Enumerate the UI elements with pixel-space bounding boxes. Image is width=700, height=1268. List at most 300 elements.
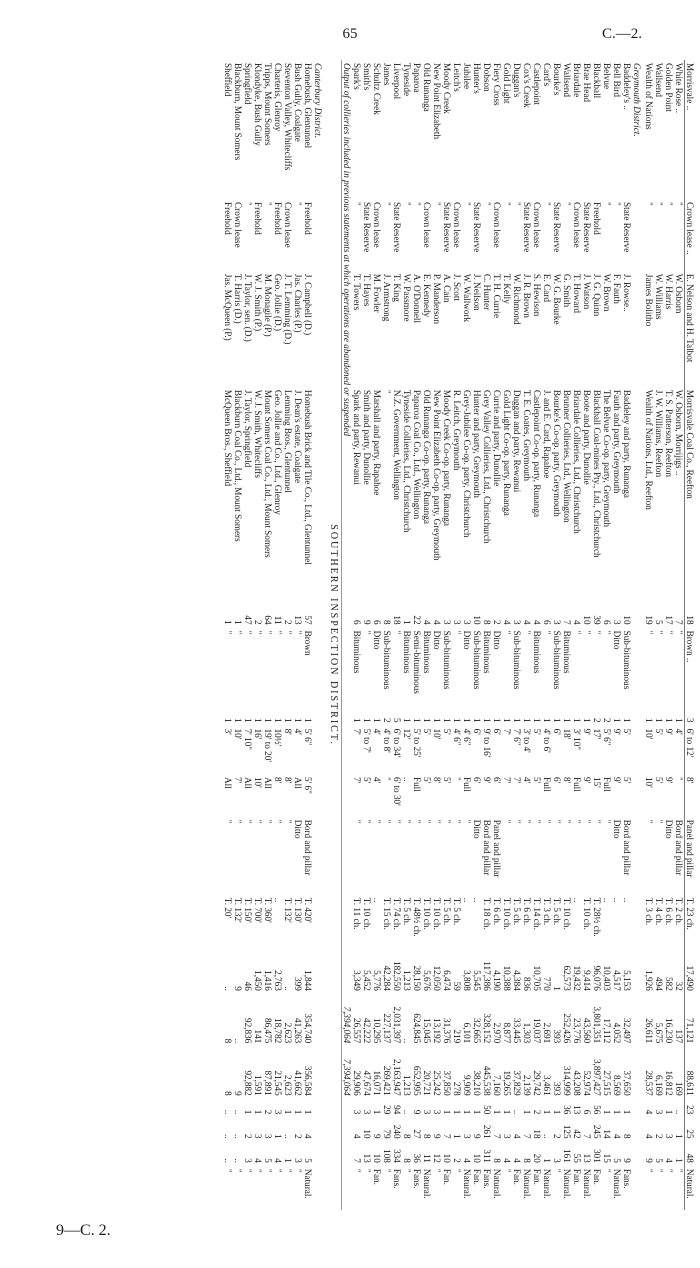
table-cell: Springfield	[243, 63, 253, 105]
table-cell: 7	[562, 619, 572, 625]
table-cell: 31,376	[442, 1018, 452, 1044]
table-cell: 36	[562, 1105, 572, 1115]
table-cell: 10	[472, 1153, 482, 1163]
table-cell: "	[382, 1168, 392, 1173]
table-cell: 39	[592, 615, 602, 625]
table-cell: "	[644, 1168, 654, 1173]
table-row	[644, 60, 654, 1210]
table-row	[602, 60, 612, 1210]
table-cell: 169	[674, 1081, 684, 1096]
table-cell: 3,801,351	[592, 1006, 602, 1044]
table-cell: J. Taylor, sen. (D.)	[243, 273, 253, 342]
table-cell: 13	[572, 1105, 582, 1115]
table-cell: All	[263, 776, 273, 789]
table-cell: 5	[263, 1158, 273, 1163]
table-cell: Sub-bituminous	[552, 630, 562, 690]
table-cell: McQueen Bros., Sheffield	[223, 389, 233, 487]
table-cell: Blackburn, Mount Somers	[233, 63, 243, 161]
table-cell: 10'	[233, 728, 243, 740]
table-cell: 2	[602, 717, 612, 723]
table-cell: Fan.	[372, 1168, 382, 1185]
table-cell: 4	[352, 1134, 362, 1139]
table-cell: T. 10 ch.	[562, 897, 572, 930]
table-cell: 38,210	[472, 1070, 482, 1096]
table-cell: 28,150	[412, 965, 422, 991]
table-cell: 1	[502, 717, 512, 723]
table-cell: ..	[233, 1038, 243, 1044]
table-cell: 10	[362, 1129, 372, 1139]
table-cell: 2,031,397	[392, 1006, 402, 1044]
table-cell: 87,891	[263, 1070, 273, 1096]
table-cell: 3,461	[542, 1075, 552, 1096]
table-cell: Panel and pillar	[685, 817, 696, 895]
table-cell: Card's	[542, 63, 552, 87]
table-cell: 6	[352, 619, 362, 625]
table-cell: Jubilee	[462, 63, 472, 90]
table-cell: 1,926	[644, 970, 654, 991]
table-cell: T. 10 ch.	[432, 897, 442, 930]
table-cell: 1	[482, 717, 492, 723]
table-cell: Freehold	[273, 202, 283, 235]
table-cell: "	[602, 630, 612, 635]
table-cell: ..	[273, 897, 283, 903]
table-cell: "	[552, 819, 562, 824]
table-cell: "	[582, 819, 592, 824]
table-cell: 37,829	[512, 1070, 522, 1096]
table-cell: Fiery Cross	[492, 63, 502, 106]
table-cell: 7' 6"	[512, 728, 522, 746]
table-cell: 3	[654, 1109, 664, 1115]
table-cell: T. Kelly	[502, 273, 512, 304]
table-cell: T. 5 ch.	[552, 897, 562, 926]
table-cell: 1,416	[263, 970, 273, 991]
table-row	[273, 60, 283, 1210]
table-cell: Full	[602, 776, 612, 792]
table-cell: 57	[303, 615, 313, 625]
table-cell: Castlepoint Co-op. party, Runanga	[532, 389, 542, 518]
table-cell: 6	[602, 619, 612, 625]
table-cell: "	[432, 202, 442, 206]
table-cell: Ditto	[293, 819, 303, 839]
table-cell: Crown lease	[422, 202, 432, 248]
table-cell: Bord and pillar	[674, 819, 684, 876]
table-cell: "	[412, 819, 422, 824]
table-cell: 4' to 6'	[542, 728, 552, 753]
table-cell: 12	[432, 1153, 442, 1163]
table-cell: T. King	[392, 273, 402, 302]
table-cell: E. Card	[542, 273, 552, 302]
table-cell: "	[392, 819, 402, 824]
table-cell: 3	[452, 619, 462, 625]
table-cell: "	[382, 202, 392, 206]
table-cell: 26,557	[352, 1018, 362, 1044]
table-cell: 8'	[283, 776, 293, 784]
table-cell: "	[293, 630, 303, 635]
table-cell: Brown ..	[685, 628, 696, 713]
table-cell: Crown lease	[532, 202, 542, 248]
table-cell: 71,121	[685, 994, 696, 1046]
table-cell: Ditto	[664, 819, 674, 839]
table-cell: 399	[293, 977, 303, 991]
table-cell: 2,623	[283, 1075, 293, 1096]
table-cell: "	[602, 202, 612, 206]
table-cell: T. H. Currie	[492, 273, 502, 319]
table-cell: "	[382, 819, 392, 824]
table-cell: Jas. McQueen (P.)	[223, 273, 233, 341]
table-cell: Sub-bituminous	[512, 630, 522, 690]
table-cell: State Reserve	[362, 202, 372, 253]
table-row	[582, 60, 592, 1210]
table-cell: 7,160	[492, 1075, 502, 1096]
table-cell: T. Towers	[352, 273, 362, 311]
table-cell: Ditto	[492, 630, 502, 650]
table-cell: Panel and pillar	[492, 819, 502, 878]
table-cell: 2	[243, 1134, 253, 1139]
table-cell: "	[582, 630, 592, 635]
table-row	[502, 60, 512, 1210]
table-cell: "	[283, 1168, 293, 1173]
table-cell: "	[283, 819, 293, 824]
table-cell: 2	[263, 1109, 273, 1115]
table-cell: State Reserve	[442, 202, 452, 253]
table-cell: 4	[532, 619, 542, 625]
table-cell: ..	[283, 1134, 293, 1139]
table-row	[452, 60, 462, 1210]
table-cell: 7	[582, 1134, 592, 1139]
table-cell: 1	[674, 1134, 684, 1139]
table-cell: 2	[592, 717, 602, 723]
table-cell: J. G. Quinn	[592, 273, 602, 317]
table-cell: "	[253, 819, 263, 824]
table-cell: T. 130'	[293, 897, 303, 923]
table-cell: "	[273, 630, 283, 635]
table-cell: Bourke's	[552, 63, 562, 96]
table-cell: 10	[582, 615, 592, 625]
table-cell: 9	[362, 619, 372, 625]
table-cell: 8	[402, 1158, 412, 1163]
table-cell: 1	[582, 717, 592, 723]
table-cell: 1	[273, 1134, 283, 1139]
table-cell: 1	[502, 1109, 512, 1115]
table-cell: 5'	[622, 776, 632, 784]
table-cell: 1,450	[253, 970, 263, 991]
table-cell: "	[654, 1168, 664, 1173]
table-cell: 9	[472, 1134, 482, 1139]
table-cell: 55	[572, 1153, 582, 1163]
table-cell: Crown lease	[492, 202, 502, 248]
table-cell: "	[362, 819, 372, 824]
table-cell: 1	[233, 717, 243, 723]
table-cell: 32,665	[472, 1018, 482, 1044]
table-cell: 301	[592, 1149, 602, 1163]
table-row	[283, 60, 293, 1210]
table-cell: Lemming Bros., Glentunnel	[283, 389, 293, 493]
table-cell: 4'	[372, 776, 382, 784]
table-cell: 22	[412, 615, 422, 625]
table-cell: 15,045	[422, 1018, 432, 1044]
table-cell: T. E. Coates, Greymouth	[522, 389, 532, 481]
table-cell: 227,137	[382, 1013, 392, 1044]
table-cell: Fans.	[392, 1168, 402, 1189]
table-cell: Semi-bituminous	[412, 630, 422, 694]
table-cell: "	[542, 202, 552, 206]
table-cell: ..	[622, 897, 632, 903]
table-cell: Bituminous	[422, 630, 432, 674]
district-heading: Canterbury District.	[313, 63, 323, 139]
table-cell: 5	[303, 1158, 313, 1163]
table-cell: Bituminous	[482, 630, 492, 674]
table-cell: T. 74 ch.	[392, 897, 402, 930]
table-cell: 5'	[532, 728, 542, 735]
table-cell: Gold Light	[502, 63, 512, 104]
table-cell: Natural.	[542, 1168, 552, 1199]
table-cell: 4	[644, 1134, 654, 1139]
table-cell: "	[233, 819, 243, 824]
table-cell: Tyneside	[402, 63, 412, 97]
table-cell: 11	[422, 1154, 432, 1163]
table-cell: "	[664, 1168, 674, 1173]
table-cell: "	[452, 776, 462, 781]
table-cell: 9	[622, 1158, 632, 1163]
table-cell: 42,284	[382, 965, 392, 991]
table-cell: 7'	[352, 728, 362, 735]
table-cell: 92,836	[243, 1018, 253, 1044]
table-cell: 94	[392, 1105, 402, 1115]
table-cell: "	[352, 819, 362, 824]
table-cell: "	[512, 819, 522, 824]
table-cell: "	[562, 202, 572, 206]
table-cell: 4'	[522, 776, 532, 784]
table-cell: 8'	[562, 776, 572, 784]
table-cell: 2	[382, 717, 392, 723]
table-cell: 3	[263, 1134, 273, 1139]
table-cell: 4,384	[512, 970, 522, 991]
table-cell: 1	[442, 1109, 452, 1115]
table-cell: 7	[522, 1134, 532, 1139]
table-cell: 1	[622, 1109, 632, 1115]
table-cell: 50	[482, 1105, 492, 1115]
table-cell: 1	[462, 1109, 472, 1115]
table-cell: Freehold	[253, 202, 263, 235]
table-cell: Full	[572, 776, 582, 792]
table-cell: 1	[552, 986, 562, 991]
table-cell: 10,705	[532, 965, 542, 991]
note-text: Output of collieries included in previous statements at which operations are abandoned or suspended	[342, 60, 353, 994]
table-cell: 88,611	[685, 1046, 696, 1098]
table-cell: 4' to 8'	[382, 728, 392, 753]
table-cell: 6' to 30'	[392, 776, 402, 806]
table-cell: "	[572, 630, 582, 635]
table-cell: M. Monagile (P.)	[263, 273, 273, 337]
table-cell: 7	[352, 1158, 362, 1163]
table-cell: 9' to 16'	[482, 728, 492, 758]
table-cell: Bituminous	[402, 630, 412, 674]
table-cell: W. Richmond	[512, 273, 522, 325]
table-cell: 8,569	[612, 1075, 622, 1096]
table-cell: "	[462, 202, 472, 206]
table-cell: 1	[462, 717, 472, 723]
table-cell: 5'	[654, 728, 664, 735]
table-cell: 29,742	[532, 1070, 542, 1096]
table-cell: "	[253, 1168, 263, 1173]
table-row	[412, 60, 422, 1210]
table-cell: 9'	[482, 776, 492, 784]
table-cell: 32	[674, 981, 684, 991]
table-cell: 29,906	[352, 1070, 362, 1096]
table-cell: "	[442, 819, 452, 824]
table-cell: All	[293, 776, 303, 789]
table-cell: "	[612, 202, 622, 206]
table-cell: J. Neilson	[472, 273, 482, 311]
table-row	[253, 60, 263, 1210]
table-cell: 624,845	[412, 1013, 422, 1044]
table-cell: 18'	[562, 728, 572, 740]
table-cell: "	[522, 819, 532, 824]
table-cell: 8	[223, 1091, 233, 1096]
table-cell: 3' 10"	[572, 728, 582, 751]
table-cell: 17,112	[602, 1018, 612, 1044]
table-cell: 16,071	[372, 1070, 382, 1096]
table-row	[352, 60, 362, 1210]
table-cell: 17'	[592, 728, 602, 740]
table-cell: 43,208	[572, 1070, 582, 1096]
table-cell: ..	[462, 897, 472, 903]
table-cell: 19,432	[572, 965, 582, 991]
table-cell: 1	[283, 717, 293, 723]
table-cell: 5	[612, 1158, 622, 1163]
table-cell: "	[263, 630, 273, 635]
table-cell: 1	[243, 717, 253, 723]
table-cell: 9'	[612, 728, 622, 735]
table-cell: "	[243, 1168, 253, 1173]
table-cell: T. Harris (D.)	[233, 273, 243, 324]
table-cell: 125	[562, 1124, 572, 1139]
table-cell: 5'	[622, 728, 632, 735]
table-cell: 5' to 25'	[412, 728, 422, 758]
table-cell: "	[654, 202, 664, 206]
table-cell: ..	[542, 1134, 552, 1139]
table-cell: Natural.	[522, 1168, 532, 1199]
table-cell: 1	[273, 717, 283, 723]
table-cell: T. 15 ch.	[382, 897, 392, 930]
table-cell: 1	[283, 1158, 293, 1163]
table-cell: 4	[512, 1134, 522, 1139]
table-cell: 8	[223, 1038, 233, 1044]
table-cell: 10	[442, 1153, 452, 1163]
table-cell: ..	[612, 897, 622, 903]
table-cell: 11	[273, 615, 283, 625]
table-cell: 1	[492, 1109, 502, 1115]
table-cell: J. Watson	[582, 273, 592, 310]
table-cell: 5'	[442, 728, 452, 735]
table-cell: "	[452, 819, 462, 824]
table-cell: 1	[422, 717, 432, 723]
table-cell: 4	[572, 619, 582, 625]
table-cell: Moody Creek Co-op. party, Runanga	[442, 389, 452, 526]
footer-reference: 9—C. 2.	[56, 1222, 111, 1239]
table-cell: 1	[432, 717, 442, 723]
table-cell: 4	[432, 619, 442, 625]
table-cell: 4'	[674, 728, 684, 735]
table-cell: ..	[223, 1134, 233, 1139]
table-cell: State Reserve	[522, 202, 532, 253]
table-cell: T. 6 ch.	[664, 897, 674, 926]
table-cell: Crown lease	[372, 202, 382, 248]
table-cell: Blackburn Coal Co., Ltd., Mount Somers	[233, 389, 243, 542]
table-cell: T. 6 ch.	[492, 897, 502, 926]
table-cell: 3,808	[462, 970, 472, 991]
table-cell: 3	[612, 619, 622, 625]
table-cell: 10'	[432, 728, 442, 740]
table-cell: "	[362, 630, 372, 635]
table-cell: 7	[674, 619, 684, 625]
table-cell: 52,974	[582, 1070, 592, 1096]
table-cell: 5' 6"	[303, 776, 313, 794]
table-cell: All	[223, 776, 233, 789]
table-cell: White Rose ..	[674, 63, 684, 114]
table-cell: 2	[253, 619, 263, 625]
table-cell: 8'	[432, 776, 442, 784]
table-cell: 2,763	[273, 970, 283, 991]
table-cell: 15	[602, 1153, 612, 1163]
table-cell: "	[532, 819, 542, 824]
table-cell: 4,517	[612, 970, 622, 991]
table-cell: 9,909	[462, 1075, 472, 1096]
table-cell: 47	[243, 615, 253, 625]
table-cell: E. Kennedy	[422, 273, 432, 318]
table-row	[233, 60, 243, 1210]
table-cell: 9	[233, 1091, 243, 1096]
table-cell: Leitch's	[452, 63, 462, 92]
table-cell: N.Z. Government, Wellington	[392, 389, 402, 500]
table-body	[223, 60, 695, 1210]
table-cell: 13,192	[432, 1018, 442, 1044]
table-cell: Geo. Jollie (D.)	[273, 273, 283, 332]
table-cell: 9	[432, 1134, 442, 1139]
table-cell: 41,662	[293, 1070, 303, 1096]
table-cell: Morrisvale ..	[685, 60, 696, 199]
table-cell: "	[273, 1168, 283, 1173]
table-cell: "	[654, 819, 664, 824]
table-cell: 8	[522, 1158, 532, 1163]
table-cell: 3	[442, 619, 452, 625]
table-cell: 1	[674, 1158, 684, 1163]
table-cell: 3'	[223, 728, 233, 735]
table-cell: Crown lease	[233, 202, 243, 248]
table-cell: All	[243, 776, 253, 789]
table-cell: 4'	[293, 728, 303, 735]
section-heading: SOUTHERN INSPECTION DISTRICT.	[325, 60, 342, 1210]
table-cell: 42,222	[362, 1018, 372, 1044]
table-cell: 393	[552, 1081, 562, 1096]
table-cell: Natural.	[562, 1168, 572, 1199]
table-cell: 1	[442, 717, 452, 723]
table-cell: Old Runanga	[422, 63, 432, 112]
table-cell: Freehold	[223, 202, 233, 235]
table-cell: 18,782	[273, 1018, 283, 1044]
table-cell: "	[542, 630, 552, 635]
table-cell: 5'	[654, 776, 664, 784]
page-reference: C.—2.	[601, 26, 642, 42]
table-cell: T. 150'	[243, 897, 253, 923]
table-cell: Blackball	[592, 63, 602, 99]
table-cell: "	[502, 630, 512, 635]
table-cell: 2	[532, 1109, 542, 1115]
table-cell: T. 23 ch.	[685, 895, 696, 950]
table-cell: T. 5 ch.	[452, 897, 462, 926]
table-cell: 6	[372, 619, 382, 625]
table-cell: "	[223, 1168, 233, 1173]
